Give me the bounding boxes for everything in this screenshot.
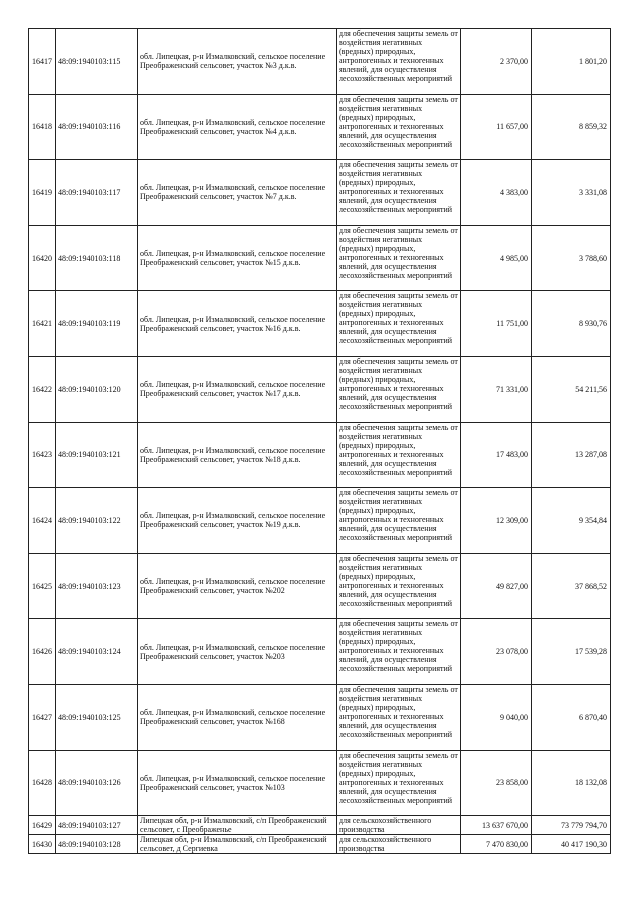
record-number: 16419 [29, 160, 56, 226]
parcel-area: 4 383,00 [461, 160, 532, 226]
cadastral-value: 8 859,32 [532, 94, 611, 160]
cadastral-number: 48:09:1940103:116 [56, 94, 138, 160]
permitted-use: для обеспечения защиты земель от воздействия негативных (вредных) природных, антропогенных и техногенных явлений, для осуществления лесохозяйственных мероприятий [337, 29, 461, 95]
record-number: 16422 [29, 356, 56, 422]
permitted-use: для обеспечения защиты земель от воздействия негативных (вредных) природных, антропогенных и техногенных явлений, для осуществления лесохозяйственных мероприятий [337, 422, 461, 488]
parcel-area: 17 483,00 [461, 422, 532, 488]
cadastral-number: 48:09:1940103:126 [56, 750, 138, 816]
parcel-address: обл. Липецкая, р-н Измалковский, сельское поселение Преображенский сельсовет, участок №203 [138, 619, 337, 685]
parcel-area: 49 827,00 [461, 553, 532, 619]
parcel-address: Липецкая обл, р-н Измалковский, с/п Преображенский сельсовет, с Преображенье [138, 816, 337, 835]
table-row [29, 94, 611, 160]
permitted-use: для обеспечения защиты земель от воздействия негативных (вредных) природных, антропогенных и техногенных явлений, для осуществления лесохозяйственных мероприятий [337, 291, 461, 357]
cadastral-number: 48:09:1940103:122 [56, 488, 138, 554]
table-row [29, 422, 611, 488]
parcel-area: 4 985,00 [461, 225, 532, 291]
record-number: 16427 [29, 684, 56, 750]
cadastral-value: 13 287,08 [532, 422, 611, 488]
parcel-area: 11 657,00 [461, 94, 532, 160]
table-row [29, 291, 611, 357]
permitted-use: для обеспечения защиты земель от воздействия негативных (вредных) природных, антропогенных и техногенных явлений, для осуществления лесохозяйственных мероприятий [337, 684, 461, 750]
parcel-area: 71 331,00 [461, 356, 532, 422]
record-number: 16420 [29, 225, 56, 291]
permitted-use: для сельскохозяйственного производства [337, 816, 461, 835]
parcel-area: 13 637 670,00 [461, 816, 532, 835]
cadastral-value: 73 779 794,70 [532, 816, 611, 835]
parcel-address: обл. Липецкая, р-н Измалковский, сельское поселение Преображенский сельсовет, участок №15 д.к.в. [138, 225, 337, 291]
table-row [29, 835, 611, 854]
cadastral-number: 48:09:1940103:124 [56, 619, 138, 685]
parcel-address: обл. Липецкая, р-н Измалковский, сельское поселение Преображенский сельсовет, участок №168 [138, 684, 337, 750]
table-row [29, 356, 611, 422]
table-row [29, 29, 611, 95]
cadastral-number: 48:09:1940103:121 [56, 422, 138, 488]
permitted-use: для обеспечения защиты земель от воздействия негативных (вредных) природных, антропогенных и техногенных явлений, для осуществления лесохозяйственных мероприятий [337, 94, 461, 160]
record-number: 16430 [29, 835, 56, 854]
cadastral-value: 54 211,56 [532, 356, 611, 422]
permitted-use: для обеспечения защиты земель от воздействия негативных (вредных) природных, антропогенных и техногенных явлений, для осуществления лесохозяйственных мероприятий [337, 553, 461, 619]
table-row [29, 225, 611, 291]
permitted-use: для обеспечения защиты земель от воздействия негативных (вредных) природных, антропогенных и техногенных явлений, для осуществления лесохозяйственных мероприятий [337, 160, 461, 226]
table-row [29, 619, 611, 685]
cadastral-value: 3 788,60 [532, 225, 611, 291]
table-row [29, 160, 611, 226]
parcel-address: обл. Липецкая, р-н Измалковский, сельское поселение Преображенский сельсовет, участок №7 д.к.в. [138, 160, 337, 226]
cadastral-value: 37 868,52 [532, 553, 611, 619]
parcel-area: 7 470 830,00 [461, 835, 532, 854]
cadastral-value: 8 930,76 [532, 291, 611, 357]
parcel-area: 2 370,00 [461, 29, 532, 95]
cadastral-value: 3 331,08 [532, 160, 611, 226]
record-number: 16424 [29, 488, 56, 554]
cadastral-value: 40 417 190,30 [532, 835, 611, 854]
parcel-address: обл. Липецкая, р-н Измалковский, сельское поселение Преображенский сельсовет, участок №103 [138, 750, 337, 816]
record-number: 16423 [29, 422, 56, 488]
land-registry-table [28, 28, 611, 854]
table-row [29, 684, 611, 750]
cadastral-number: 48:09:1940103:128 [56, 835, 138, 854]
land-registry-body [29, 29, 611, 854]
permitted-use: для обеспечения защиты земель от воздействия негативных (вредных) природных, антропогенных и техногенных явлений, для осуществления лесохозяйственных мероприятий [337, 225, 461, 291]
cadastral-number: 48:09:1940103:120 [56, 356, 138, 422]
cadastral-number: 48:09:1940103:123 [56, 553, 138, 619]
cadastral-value: 6 870,40 [532, 684, 611, 750]
parcel-area: 23 078,00 [461, 619, 532, 685]
record-number: 16426 [29, 619, 56, 685]
record-number: 16425 [29, 553, 56, 619]
parcel-address: обл. Липецкая, р-н Измалковский, сельское поселение Преображенский сельсовет, участок №18 д.к.в. [138, 422, 337, 488]
cadastral-value: 17 539,28 [532, 619, 611, 685]
table-row [29, 816, 611, 835]
record-number: 16421 [29, 291, 56, 357]
cadastral-number: 48:09:1940103:115 [56, 29, 138, 95]
parcel-address: обл. Липецкая, р-н Измалковский, сельское поселение Преображенский сельсовет, участок №3 д.к.в. [138, 29, 337, 95]
parcel-address: обл. Липецкая, р-н Измалковский, сельское поселение Преображенский сельсовет, участок №17 д.к.в. [138, 356, 337, 422]
cadastral-number: 48:09:1940103:127 [56, 816, 138, 835]
parcel-address: обл. Липецкая, р-н Измалковский, сельское поселение Преображенский сельсовет, участок №16 д.к.в. [138, 291, 337, 357]
cadastral-number: 48:09:1940103:118 [56, 225, 138, 291]
parcel-area: 23 858,00 [461, 750, 532, 816]
cadastral-value: 18 132,08 [532, 750, 611, 816]
record-number: 16429 [29, 816, 56, 835]
permitted-use: для обеспечения защиты земель от воздействия негативных (вредных) природных, антропогенных и техногенных явлений, для осуществления лесохозяйственных мероприятий [337, 750, 461, 816]
permitted-use: для обеспечения защиты земель от воздействия негативных (вредных) природных, антропогенных и техногенных явлений, для осуществления лесохозяйственных мероприятий [337, 356, 461, 422]
cadastral-number: 48:09:1940103:125 [56, 684, 138, 750]
record-number: 16428 [29, 750, 56, 816]
table-row [29, 750, 611, 816]
permitted-use: для обеспечения защиты земель от воздействия негативных (вредных) природных, антропогенных и техногенных явлений, для осуществления лесохозяйственных мероприятий [337, 619, 461, 685]
record-number: 16417 [29, 29, 56, 95]
parcel-address: обл. Липецкая, р-н Измалковский, сельское поселение Преображенский сельсовет, участок №19 д.к.в. [138, 488, 337, 554]
record-number: 16418 [29, 94, 56, 160]
parcel-address: Липецкая обл, р-н Измалковский, с/п Преображенский сельсовет, д Сергиевка [138, 835, 337, 854]
cadastral-number: 48:09:1940103:119 [56, 291, 138, 357]
table-row [29, 553, 611, 619]
cadastral-value: 1 801,20 [532, 29, 611, 95]
table-row [29, 488, 611, 554]
permitted-use: для сельскохозяйственного производства [337, 835, 461, 854]
parcel-area: 12 309,00 [461, 488, 532, 554]
parcel-area: 9 040,00 [461, 684, 532, 750]
parcel-address: обл. Липецкая, р-н Измалковский, сельское поселение Преображенский сельсовет, участок №202 [138, 553, 337, 619]
cadastral-value: 9 354,84 [532, 488, 611, 554]
cadastral-number: 48:09:1940103:117 [56, 160, 138, 226]
permitted-use: для обеспечения защиты земель от воздействия негативных (вредных) природных, антропогенных и техногенных явлений, для осуществления лесохозяйственных мероприятий [337, 488, 461, 554]
parcel-area: 11 751,00 [461, 291, 532, 357]
parcel-address: обл. Липецкая, р-н Измалковский, сельское поселение Преображенский сельсовет, участок №4 д.к.в. [138, 94, 337, 160]
